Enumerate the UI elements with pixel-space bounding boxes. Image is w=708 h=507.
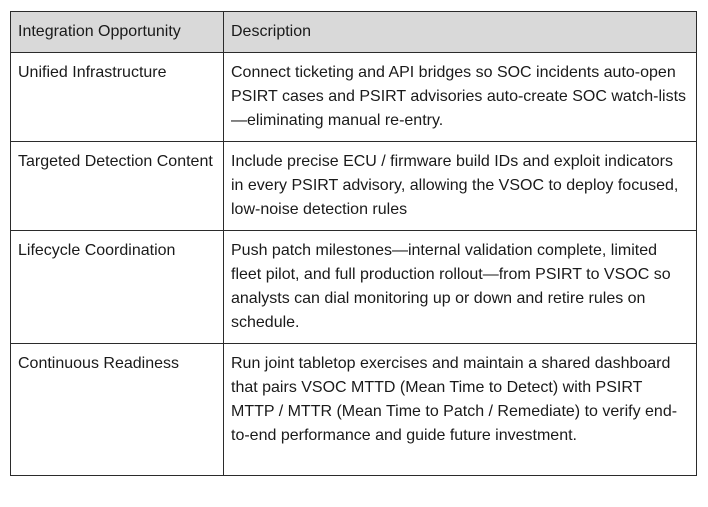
integration-table	[10, 11, 697, 476]
opportunity-cell: Lifecycle Coordination	[11, 231, 224, 344]
table-header-row	[11, 12, 697, 53]
description-cell: Include precise ECU / firmware build IDs and exploit indicators in every PSIRT advisory, allowing the VSOC to deploy focused, low-noise detection rules	[224, 142, 697, 231]
description-cell: Push patch milestones—internal validation complete, limited fleet pilot, and full production rollout—from PSIRT to VSOC so analysts can dial monitoring up or down and retire rules on schedule.	[224, 231, 697, 344]
description-cell: Run joint tabletop exercises and maintain a shared dashboard that pairs VSOC MTTD (Mean Time to Detect) with PSIRT MTTP / MTTR (Mean Time to Patch / Remediate) to verify end-to-end performance and guide future investment.	[224, 344, 697, 476]
opportunity-cell: Unified Infrastructure	[11, 53, 224, 142]
header-integration-opportunity: Integration Opportunity	[11, 12, 224, 53]
opportunity-cell: Targeted Detection Content	[11, 142, 224, 231]
table-row	[11, 53, 697, 142]
table-row	[11, 142, 697, 231]
description-cell: Connect ticketing and API bridges so SOC incidents auto-open PSIRT cases and PSIRT advisories auto-create SOC watch-lists—eliminating manual re-entry.	[224, 53, 697, 142]
header-description: Description	[224, 12, 697, 53]
opportunity-cell: Continuous Readiness	[11, 344, 224, 476]
table-row	[11, 231, 697, 344]
table-row	[11, 344, 697, 476]
